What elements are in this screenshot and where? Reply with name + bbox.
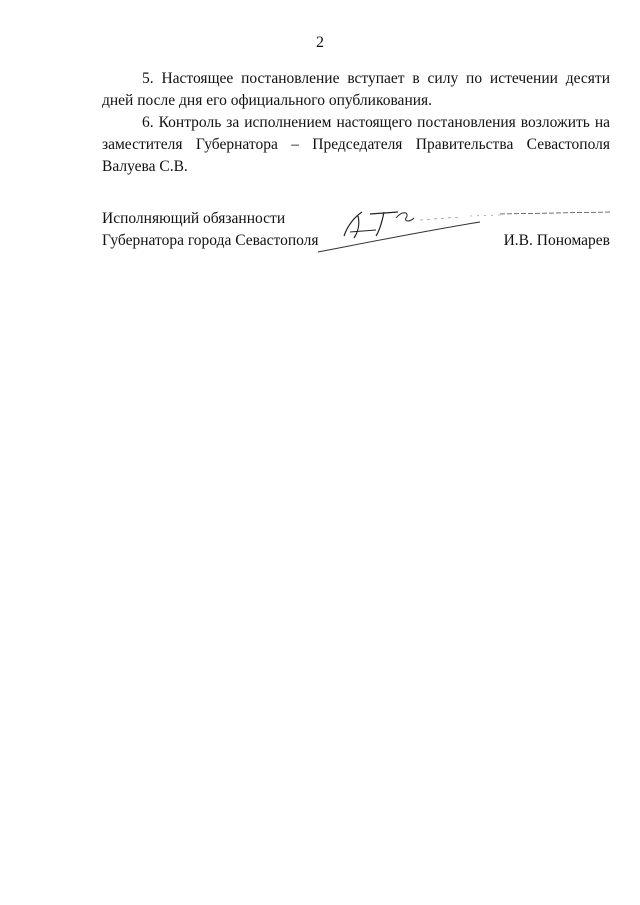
position-line-1: Исполняющий обязанности [102,210,286,227]
signatory-name: И.В. Пономарев [503,232,610,249]
position-line-2: Губернатора города Севастополя [102,232,319,249]
signature-block [102,208,610,268]
paragraph-6: 6. Контроль за исполнением настоящего постановления возложить на заместителя Губернатора – Председателя Правительства Севастополя Валуева С.В. [102,114,610,175]
document-body [102,68,610,178]
signatory-position [102,208,319,252]
page-number: 2 [316,34,324,51]
paragraph-5: 5. Настоящее постановление вступает в силу по истечении десяти дней после дня его официального опубликования. [102,70,610,109]
